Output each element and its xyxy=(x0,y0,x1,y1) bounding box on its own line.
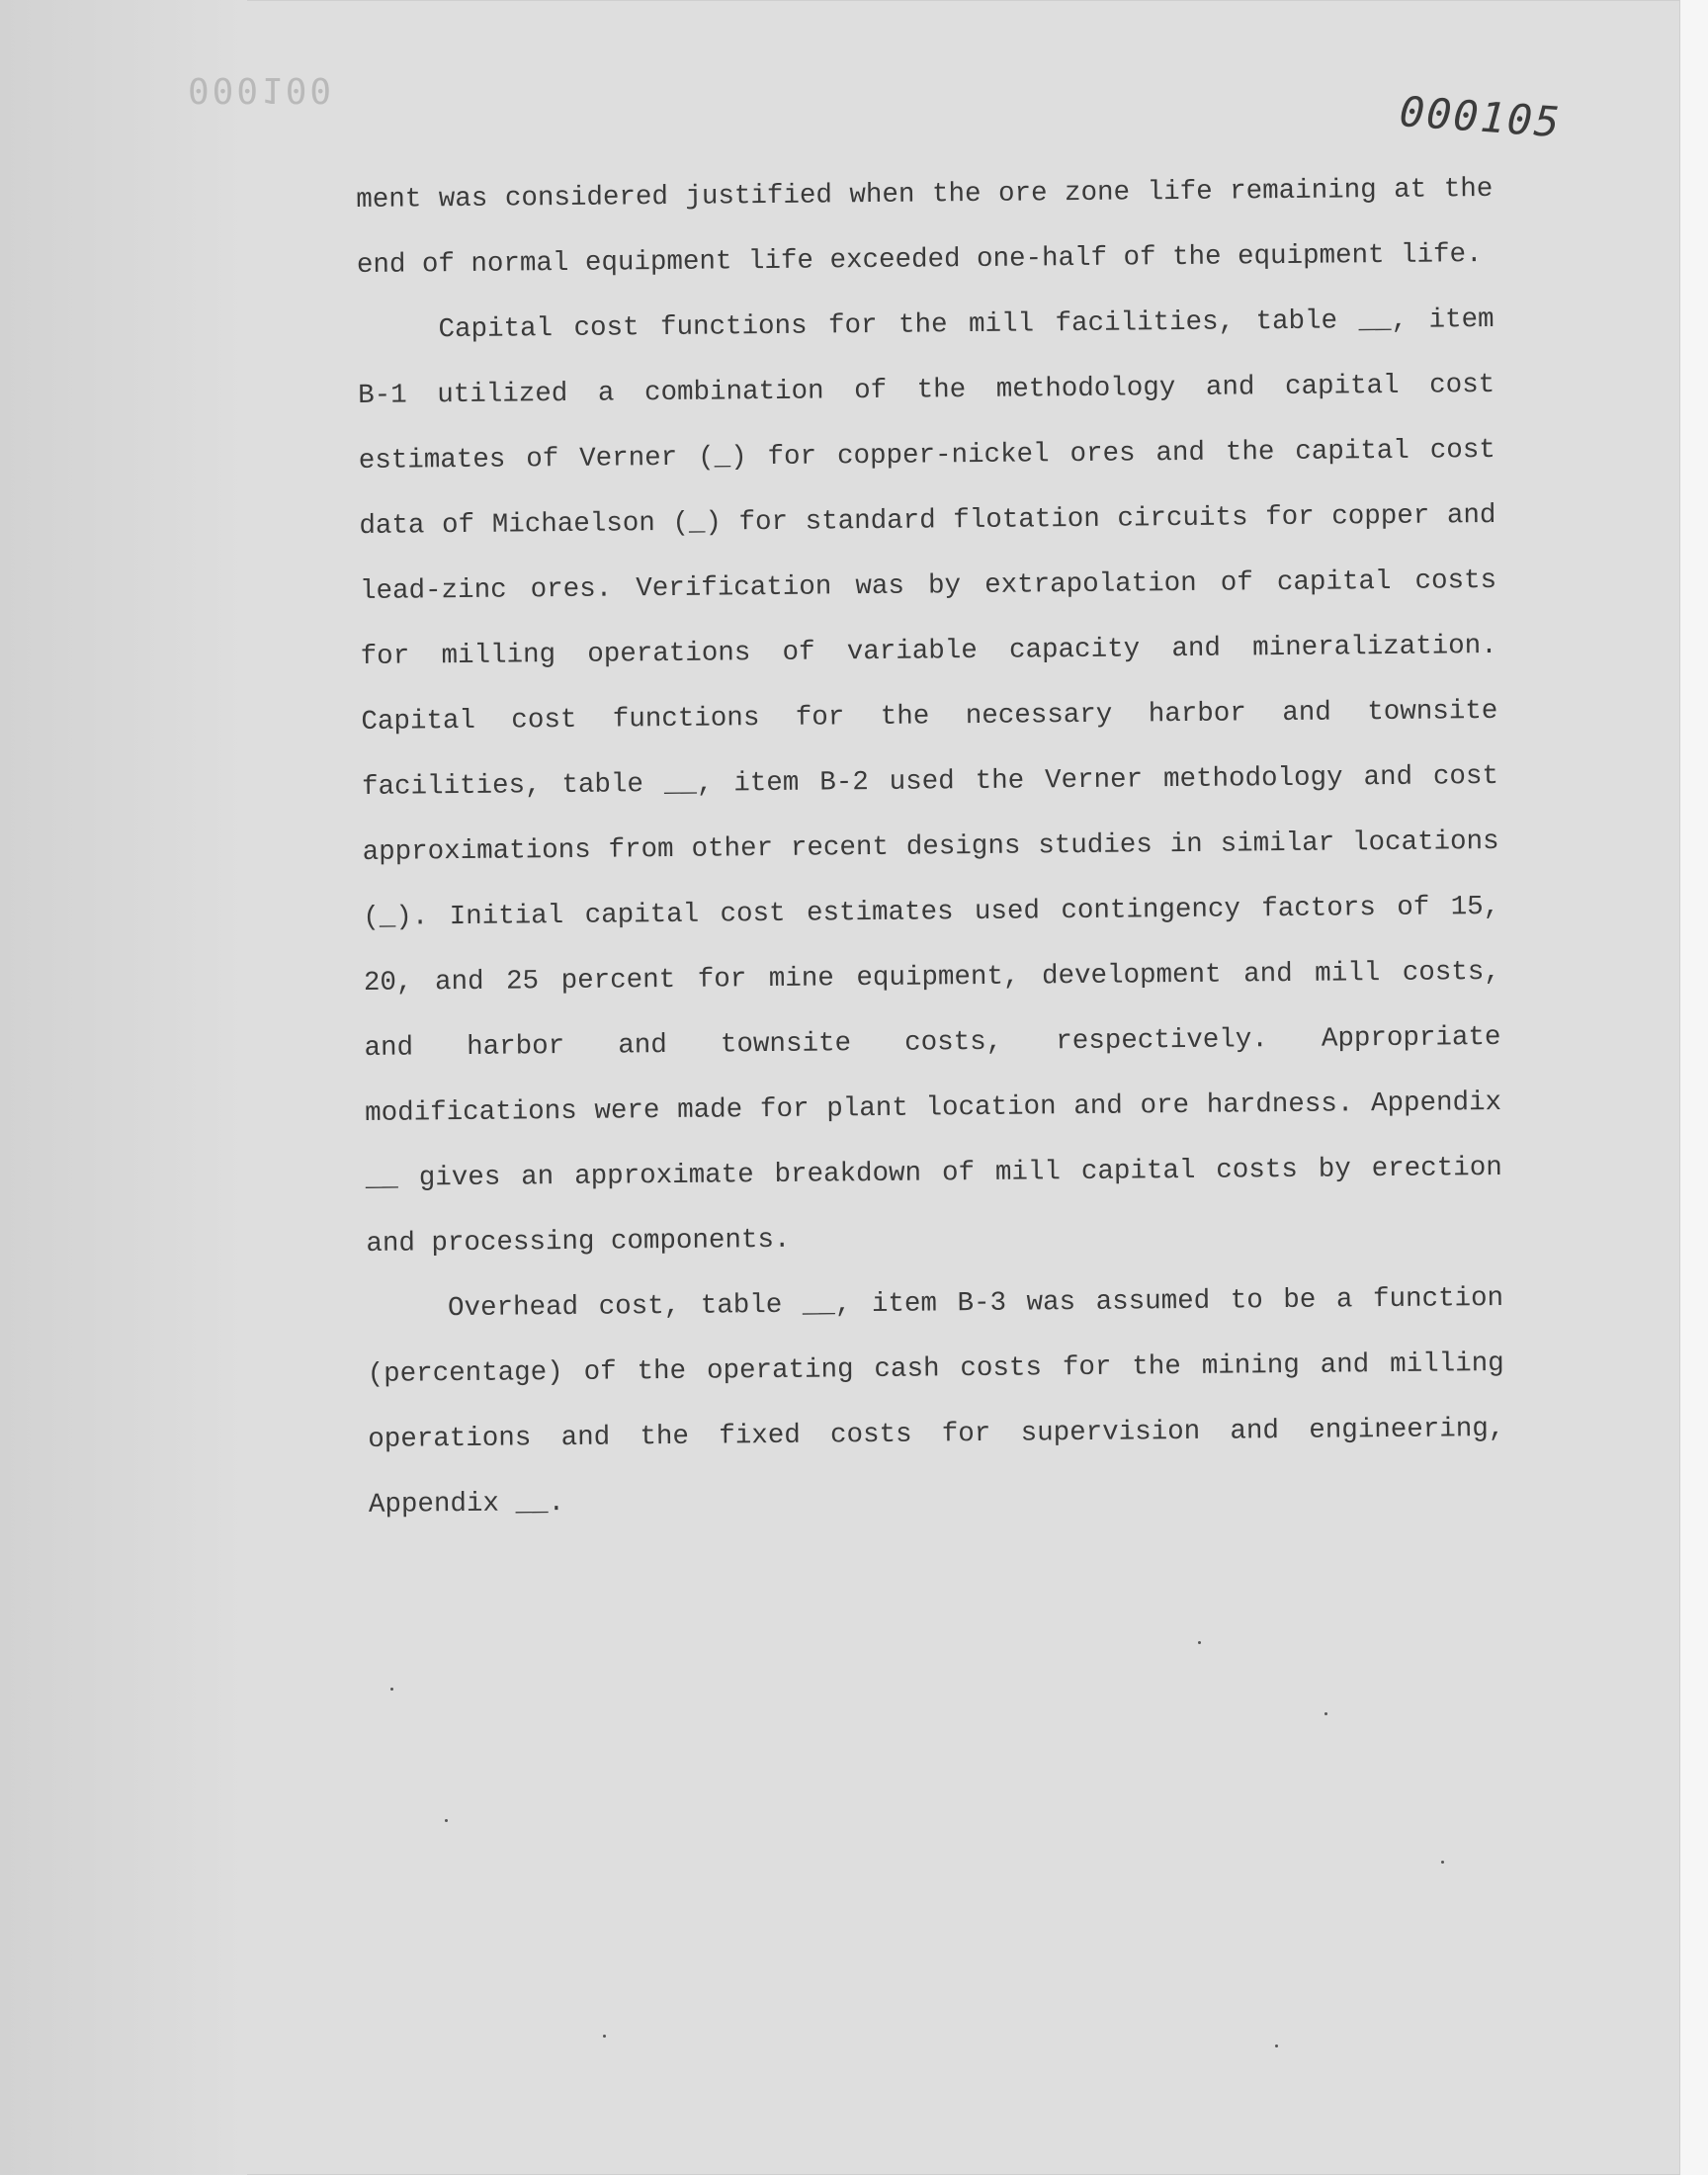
speck xyxy=(1198,1641,1201,1644)
speck xyxy=(390,1688,393,1691)
paragraph-2: Capital cost functions for the mill facilities, table __, item B-1 utilized a combination of the methodology and capital cost estimates of Verner (_) for copper-nickel ores and the capital cost data of Michaelson (_) for standard flotation circuits for copper and lead-zinc ores. Verification was by extrapolation of capital costs for milling operations of variable capacity and mineralization. Capital cost functions for the necessary harbor and townsite facilities, table __, item B-2 used the Verner methodology and cost approximations from other recent designs studies in similar locations (_). Initial capital cost estimates used contingency factors of 15, 20, and 25 percent for mine equipment, development and mill costs, and harbor and townsite costs, respectively. Appropriate modifications were made for plant location and ore hardness. Appendix __ gives an approximate breakdown of mill capital costs by erection and processing components. xyxy=(358,304,1502,1260)
speck xyxy=(1275,2044,1278,2047)
paragraph-3: Overhead cost, table __, item B-3 was assumed to be a function (percentage) of the operating cash costs for the mining and milling operations and the fixed costs for supervision and engineering, Appendix __. xyxy=(367,1282,1505,1521)
paragraph-1: ment was considered justified when the ore zone life remaining at the end of normal equipment life exceeded one-half of the equipment life. xyxy=(356,173,1494,281)
speck xyxy=(603,2035,606,2038)
page-number: 000105 xyxy=(1398,87,1564,147)
speck xyxy=(1324,1712,1327,1715)
speck xyxy=(445,1819,448,1822)
speck xyxy=(1441,1861,1444,1864)
page-edge xyxy=(1680,0,1708,2175)
document-body xyxy=(356,157,1505,1538)
faint-bleed-through-number: 000100 xyxy=(188,69,335,110)
page-shadow xyxy=(0,0,247,2175)
